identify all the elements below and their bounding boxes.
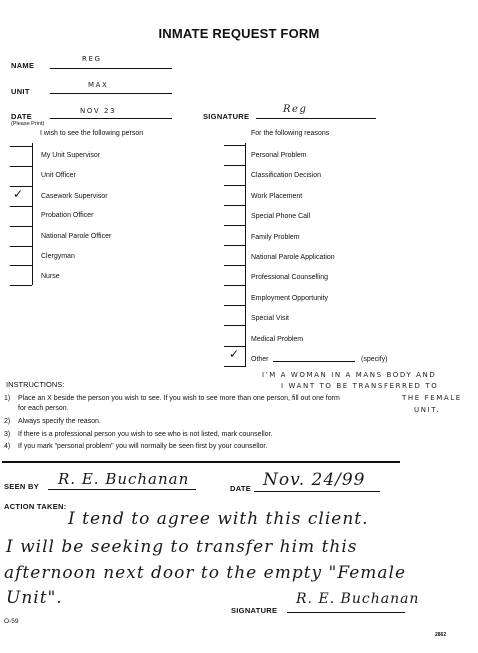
- signature2-line: [287, 612, 405, 613]
- reason-option[interactable]: Work Placement: [251, 193, 303, 200]
- date2-label: DATE: [230, 484, 252, 493]
- person-option[interactable]: Clergyman: [41, 253, 75, 260]
- person-option[interactable]: My Unit Supervisor: [41, 152, 101, 159]
- seen-by-line: [48, 489, 196, 490]
- reason-option[interactable]: Classification Decision: [251, 172, 322, 179]
- instruction-text: If there is a professional person you wish to see who is not listed, mark counsellor.: [18, 431, 273, 438]
- person-option[interactable]: Probation Officer: [41, 212, 94, 219]
- action-line: afternoon next door to the empty "Female: [4, 563, 407, 583]
- name-value: REG: [82, 55, 102, 63]
- reason-option[interactable]: Professional Counselling: [251, 274, 329, 281]
- reason-header: For the following reasons: [251, 130, 330, 137]
- action-taken-label: ACTION TAKEN:: [4, 502, 67, 511]
- reason-option[interactable]: Medical Problem: [251, 336, 304, 343]
- specify-label: (specify): [361, 356, 388, 363]
- instruction-text: Place an X beside the person you wish to see. If you wish to see more than one person, fill out one form: [18, 395, 340, 402]
- other-note-line: I WANT TO BE TRANSFERRED TO: [281, 382, 439, 390]
- seen-by-signature: R. E. Buchanan: [58, 470, 190, 488]
- name-line: [50, 68, 172, 69]
- reason-option[interactable]: National Parole Application: [251, 254, 335, 261]
- person-box-divider: [10, 206, 32, 207]
- date-label: DATE: [11, 112, 33, 121]
- person-box-column: [32, 143, 33, 285]
- action-line: I will be seeking to transfer him this: [6, 537, 358, 557]
- corner-code: 2862: [435, 632, 447, 638]
- person-option[interactable]: Nurse: [41, 273, 60, 280]
- form-title: INMATE REQUEST FORM: [158, 26, 320, 41]
- person-option[interactable]: Unit Officer: [41, 172, 76, 179]
- person-box-divider: [10, 166, 32, 167]
- person-box-divider: [10, 265, 32, 266]
- please-print-note: (Please Print): [11, 121, 45, 127]
- name-label: NAME: [11, 61, 35, 70]
- form-code: O-59: [4, 618, 19, 625]
- instruction-number: 3): [4, 431, 11, 438]
- bottom-signature: R. E. Buchanan: [296, 591, 420, 607]
- instruction-text: If you mark "personal problem" you will normally be seen first by your counsellor.: [18, 443, 268, 450]
- reason-box-divider: [224, 165, 245, 166]
- instruction-number: 1): [4, 395, 11, 402]
- reason-box-divider: [224, 225, 245, 226]
- person-box-divider: [10, 146, 32, 147]
- reason-check-mark: ✓: [229, 347, 240, 361]
- reason-box-column: [245, 143, 246, 367]
- reason-box-divider: [224, 205, 245, 206]
- person-box-divider: [10, 285, 32, 286]
- instruction-text: for each person.: [18, 405, 69, 412]
- reason-box-divider: [224, 265, 245, 266]
- action-line: I tend to agree with this client.: [68, 509, 369, 529]
- unit-label: UNIT: [11, 87, 30, 96]
- instruction-number: 2): [4, 418, 11, 425]
- date-line: [50, 118, 172, 119]
- other-note-line: I'M A WOMAN IN A MANS BODY AND: [262, 371, 437, 379]
- unit-line: [50, 93, 172, 94]
- person-box-divider: [10, 226, 32, 227]
- instructions-label: INSTRUCTIONS:: [6, 380, 65, 389]
- date2-line: [254, 491, 380, 492]
- seen-by-label: SEEN BY: [4, 482, 40, 491]
- reason-box-divider: [224, 145, 245, 146]
- instruction-number: 4): [4, 443, 11, 450]
- reason-box-divider: [224, 366, 245, 367]
- reason-box-divider: [224, 285, 245, 286]
- unit-value: MAX: [88, 81, 109, 89]
- other-note-line: THE FEMALE: [402, 394, 462, 402]
- reason-box-divider: [224, 325, 245, 326]
- signature-line: [256, 118, 376, 119]
- requester-signature: Reg: [283, 104, 308, 115]
- action-line: Unit".: [6, 588, 63, 608]
- person-option[interactable]: National Parole Officer: [41, 233, 112, 240]
- other-specify-line: [273, 361, 355, 362]
- reason-option[interactable]: Other: [251, 356, 269, 363]
- reason-option[interactable]: Special Phone Call: [251, 213, 311, 220]
- date-value: NOV 23: [80, 107, 117, 115]
- reason-box-divider: [224, 305, 245, 306]
- reason-option[interactable]: Personal Problem: [251, 152, 307, 159]
- reason-option[interactable]: Family Problem: [251, 234, 300, 241]
- reason-box-divider: [224, 245, 245, 246]
- reason-box-divider: [224, 185, 245, 186]
- reason-option[interactable]: Employment Opportunity: [251, 295, 329, 302]
- person-option[interactable]: Casework Supervisor: [41, 193, 108, 200]
- signature2-label: SIGNATURE: [231, 606, 278, 615]
- person-header: I wish to see the following person: [40, 130, 144, 137]
- section-divider: [2, 461, 400, 463]
- reason-option[interactable]: Special Visit: [251, 315, 290, 322]
- date2-value: Nov. 24/99: [263, 470, 366, 490]
- person-check-mark: ✓: [13, 187, 24, 201]
- other-note-line: UNIT.: [414, 406, 441, 414]
- person-box-divider: [10, 246, 32, 247]
- instruction-text: Always specify the reason.: [18, 418, 101, 425]
- signature-label: SIGNATURE: [203, 112, 250, 121]
